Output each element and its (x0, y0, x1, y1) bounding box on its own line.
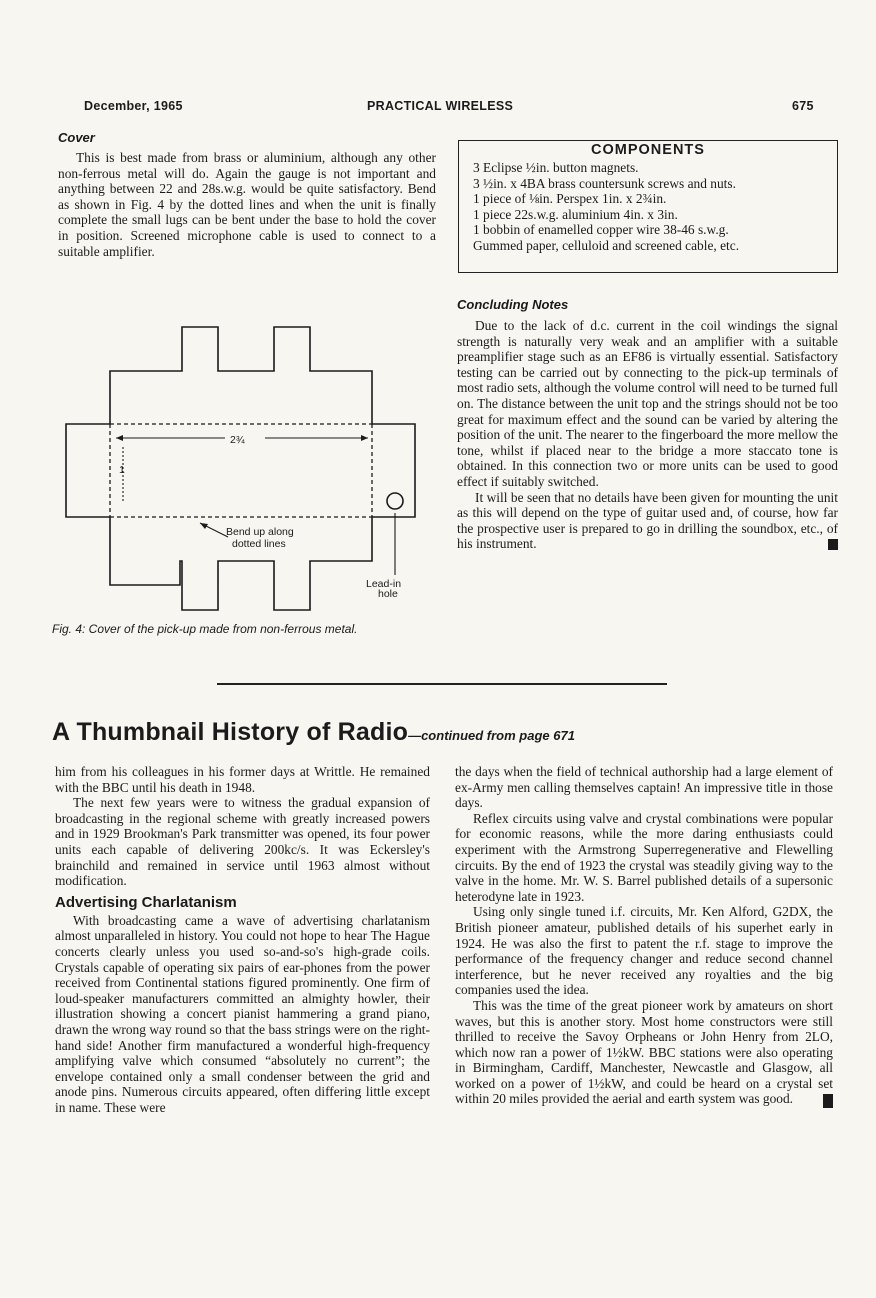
component-item: Gummed paper, celluloid and screened cable, etc. (473, 237, 740, 253)
article-paragraph: him from his colleagues in his former days at Writtle. He remained with the BBC until his death in 1948. (55, 764, 430, 795)
article-paragraph-text: This was the time of the great pioneer work by amateurs on short waves, but this is another story. Most home constructors were still thrilled to receive the Savoy Orpheans or John Henry from 2LO, which now ran a power of 1½kW. BBC stations were also operating in Birmingham, Cardiff, Manchester, Newcastle and Glasgow, all worked on a power of 1½kW, and could be heard on a crystal set within 20 miles provided the aerial and earth system was good. (455, 997, 833, 1107)
continued-note: —continued from page 671 (408, 728, 575, 743)
components-title: COMPONENTS (591, 142, 705, 158)
article-paragraph: The next few years were to witness the gradual expansion of broadcasting in the regional scheme with greatly increased powers and in 1929 Brookman's Park transmitter was opened, its four power units each capable of delivering 200kc/s. It was Eckersley's brainchild and remained in service until 1963 almost without modification. (55, 795, 430, 889)
journal-title: PRACTICAL WIRELESS (367, 99, 514, 113)
bend-label-line1: Bend up along (226, 526, 294, 538)
concluding-paragraph-2-text: It will be seen that no details have been given for mounting the unit as this will depend on the type of guitar used and, of course, how far the prospective user is prepared to go in drilling the soundbox, etc., of his instrument. (457, 489, 838, 552)
dimension-width-label: 2¾ (230, 434, 245, 446)
cover-heading: Cover (58, 130, 95, 145)
article-right-column (455, 764, 833, 1108)
section-divider (217, 683, 667, 685)
article-paragraph (455, 998, 833, 1107)
concluding-paragraph-1: Due to the lack of d.c. current in the coil windings the signal strength is naturally very weak and an amplifier with a suitable preamplifier stage such as an EF86 is virtually essential. Satisfactory testing can be carried out by connecting to the pick-up terminals of most radio sets, although the volume control will need to be turned full on. The distance between the unit top and the strings should not be too great for maximum effect and the sound can be varied by altering the position of the unit. The nearer to the fingerboard the more mellow the tone, whilst if placed near to the bridge a more staccato tone is obtained. In this connection two or more units can be used to good effect if suitably switched. (457, 318, 838, 489)
component-item: 1 piece of ⅛in. Perspex 1in. x 2¾in. (473, 191, 667, 207)
bend-label-line2: dotted lines (232, 538, 286, 550)
cover-section (58, 130, 436, 259)
concluding-heading: Concluding Notes (457, 297, 569, 312)
figure-cover-diagram (60, 325, 440, 630)
lead-in-hole (387, 493, 403, 509)
components-box (458, 140, 838, 273)
concluding-paragraph-2 (457, 490, 838, 552)
component-item: 3 Eclipse ½in. button magnets. (473, 160, 639, 175)
component-item: 1 bobbin of enamelled copper wire 38-46 s.w.g. (473, 222, 729, 238)
article-paragraph: Reflex circuits using valve and crystal combinations were popular for economic reasons, while the more daring enthusiasts could experiment with the Armstrong Superregenerative and Flewelling circuits. By the end of 1923 the crystal was steadily giving way to the valve in the home. Mr. W. S. Barrel published details of a supersonic heterodyne late in 1923. (455, 810, 833, 904)
issue-date: December, 1965 (84, 99, 183, 113)
concluding-section (457, 297, 838, 552)
article-paragraph: With broadcasting came a wave of advertising charlatanism almost unparalleled in history. You could not hope to hear The Hague concerts clearly unless you used so-and-so's high-grade coils. Crystals capable of operating six pairs of ear-phones from the power received from Continental stations figured prominently. One firm of loud-speaker manufacturers committed an almighty howler, their illustration showing a concert pianist hammering a grand piano, drawn the wrong way round so that the bass strings were on the right-hand side! Another firm manufactured a wonderful high-frequency amplifying valve which consumed “absolutely no current”; the envelope contained only a small condenser between the grid and anode pins. Numerous circuits appeared, often differing little except in name. These were (55, 912, 430, 1115)
arrow-left-icon (116, 435, 123, 441)
figure-caption: Fig. 4: Cover of the pick-up made from non-ferrous metal. (52, 622, 358, 636)
article-paragraph: Using only single tuned i.f. circuits, Mr. Ken Alford, G2DX, the British pioneer amateur, published details of his superhet early in 1924. He was also the first to patent the r.f. stage to improve the performance of the frequency changer and reduce second channel interference, but he never received any royalties and the big companies used the idea. (455, 904, 833, 998)
dimension-height-label: 1 (119, 464, 125, 476)
lead-in-label-line1: Lead-in (366, 578, 402, 590)
arrow-right-icon (361, 435, 368, 441)
component-item: 3 ½in. x 4BA brass countersunk screws and nuts. (473, 175, 736, 191)
end-mark-icon (828, 539, 838, 550)
lead-in-label-line2: hole (378, 588, 398, 600)
article-title-text: A Thumbnail History of Radio (52, 718, 409, 746)
cover-paragraph: This is best made from brass or aluminium, although any other non-ferrous metal will do. Again the gauge is not important and anything between 22 and 28s.w.g. would be quite satisfactory. Bend as shown in Fig. 4 by the dotted lines and when the unit is finally complete the small lugs can be bent under the base to hold the cover in position. Screened microphone cable is used to connect to a suitable amplifier. (58, 150, 436, 259)
article-left-column (55, 764, 430, 1115)
page-number: 675 (792, 99, 814, 113)
article-paragraph: the days when the field of technical authorship had a large element of ex-Army men calling themselves captain! An impressive title in those days. (455, 764, 833, 811)
section-subheading: Advertising Charlatanism (55, 893, 237, 911)
end-mark-icon (823, 1094, 833, 1108)
components-list (459, 160, 837, 254)
article-title (52, 718, 575, 747)
component-item: 1 piece 22s.w.g. aluminium 4in. x 3in. (473, 206, 678, 222)
